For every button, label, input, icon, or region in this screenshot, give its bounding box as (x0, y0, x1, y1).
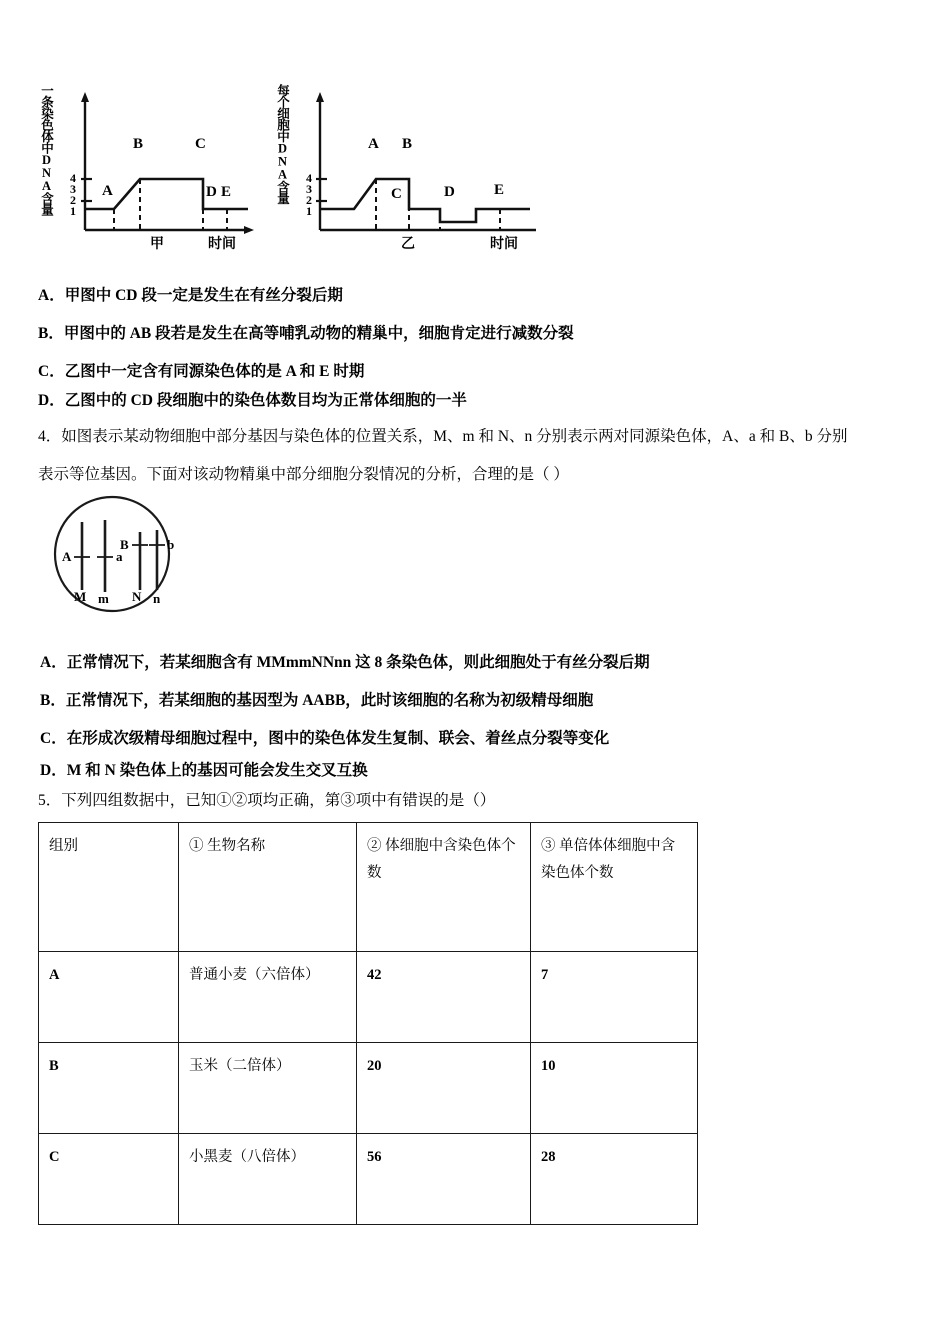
chart-yi-label-C: C (391, 186, 402, 202)
q3-option-a: A．甲图中 CD 段一定是发生在有丝分裂后期 (38, 287, 343, 304)
chart-jia-plot (30, 78, 275, 258)
chart-jia (30, 78, 275, 258)
chromosome-label-m: m (98, 591, 109, 606)
table-row (39, 1134, 698, 1225)
cell-gene-chromosome-diagram (40, 492, 230, 620)
chart-jia-ytick-1: 1 (70, 204, 76, 218)
chart-yi-ytick-1: 1 (306, 204, 312, 218)
chart-jia-xlabel: 时间 (208, 237, 236, 252)
chart-yi-ylabel: 每个细胞中DNA含量 (275, 84, 290, 204)
row-b-haploid: 10 (531, 1043, 698, 1134)
chart-yi-name: 乙 (401, 237, 415, 252)
q4-option-a: A．正常情况下，若某细胞含有 MMmmNNnn 这 8 条染色体，则此细胞处于有丝分裂后期 (40, 654, 650, 671)
chart-yi-plot (268, 78, 568, 258)
chart-yi-label-A: A (368, 136, 379, 152)
chart-jia-label-D: D (206, 184, 217, 200)
chart-jia-label-E: E (221, 184, 232, 200)
chart-yi-ytick-3: 3 (306, 182, 312, 196)
row-c-organism: 小黑麦（八倍体） (179, 1134, 357, 1225)
row-b-group: B (39, 1043, 179, 1134)
row-a-organism: 普通小麦（六倍体） (179, 952, 357, 1043)
row-a-group: A (39, 952, 179, 1043)
q3-option-b: B．甲图中的 AB 段若是发生在高等哺乳动物的精巢中，细胞肯定进行减数分裂 (38, 325, 574, 342)
row-c-somatic: 56 (357, 1134, 531, 1225)
chart-yi-label-E: E (494, 182, 505, 198)
chromosome-label-M: M (74, 589, 87, 604)
chart-jia-label-A: A (102, 183, 113, 199)
table-header-row (39, 823, 698, 952)
q5-stem-line (38, 788, 495, 810)
cell-membrane-circle (55, 497, 169, 611)
chromosome-label-N: N (132, 589, 142, 604)
table-header-haploid: ③ 单倍体体细胞中含染色体个数 (531, 823, 698, 952)
row-c-group: C (39, 1134, 179, 1225)
dna-content-figures (30, 78, 590, 258)
table-header-organism: ① 生物名称 (179, 823, 357, 952)
chart-jia-ytick-2: 2 (70, 193, 76, 207)
gene-label-A: A (62, 549, 72, 564)
q4-number: 4． (38, 428, 62, 445)
q3-option-d: D．乙图中的 CD 段细胞中的染色体数目均为正常体细胞的一半 (38, 392, 467, 409)
chart-yi-xlabel: 时间 (490, 237, 518, 252)
gene-label-a: a (116, 549, 123, 564)
chart-yi-label-B: B (402, 136, 413, 152)
q4-option-d: D．M 和 N 染色体上的基因可能会发生交叉互换 (40, 762, 368, 779)
row-b-organism: 玉米（二倍体） (179, 1043, 357, 1134)
row-c-haploid: 28 (531, 1134, 698, 1225)
q5-stem-text: 下列四组数据中，已知①②项均正确，第③项中有错误的是（） (61, 792, 496, 809)
q4-option-c: C．在形成次级精母细胞过程中，图中的染色体发生复制、联会、着丝点分裂等变化 (40, 730, 610, 747)
table-header-group: 组别 (39, 823, 179, 952)
q4-option-b: B．正常情况下，若某细胞的基因型为 AABB，此时该细胞的名称为初级精母细胞 (40, 692, 594, 709)
chart-jia-ytick-3: 3 (70, 182, 76, 196)
chart-jia-ytick-4: 4 (70, 171, 76, 185)
row-a-somatic: 42 (357, 952, 531, 1043)
chart-jia-ylabel: 一条染色体中DNA含量 (39, 84, 54, 215)
chromosome-label-n: n (153, 591, 161, 606)
gene-label-b: b (167, 537, 175, 552)
table-header-somatic: ② 体细胞中含染色体个数 (357, 823, 531, 952)
q4-stem-line2: 表示等位基因。下面对该动物精巢中部分细胞分裂情况的分析，合理的是（ ） (38, 466, 569, 483)
chart-jia-label-C: C (195, 136, 206, 152)
polyploid-data-table (38, 822, 698, 1225)
chart-jia-name: 甲 (150, 237, 164, 252)
chart-yi-label-D: D (444, 184, 455, 200)
q3-option-c: C．乙图中一定含有同源染色体的是 A 和 E 时期 (38, 363, 365, 380)
table-row (39, 952, 698, 1043)
chart-jia-label-B: B (133, 136, 144, 152)
table-row (39, 1043, 698, 1134)
q4-stem-text-1: 如图表示某动物细胞中部分基因与染色体的位置关系，M、m 和 N、n 分别表示两对同源染色体，A、a 和 B、b 分别 (61, 428, 848, 445)
row-a-haploid: 7 (531, 952, 698, 1043)
chart-yi (268, 78, 568, 258)
q4-stem-line1 (38, 424, 847, 446)
gene-label-B: B (120, 537, 129, 552)
chart-yi-ytick-2: 2 (306, 193, 312, 207)
row-b-somatic: 20 (357, 1043, 531, 1134)
chart-yi-ytick-4: 4 (306, 171, 312, 185)
q5-number: 5． (38, 792, 62, 809)
